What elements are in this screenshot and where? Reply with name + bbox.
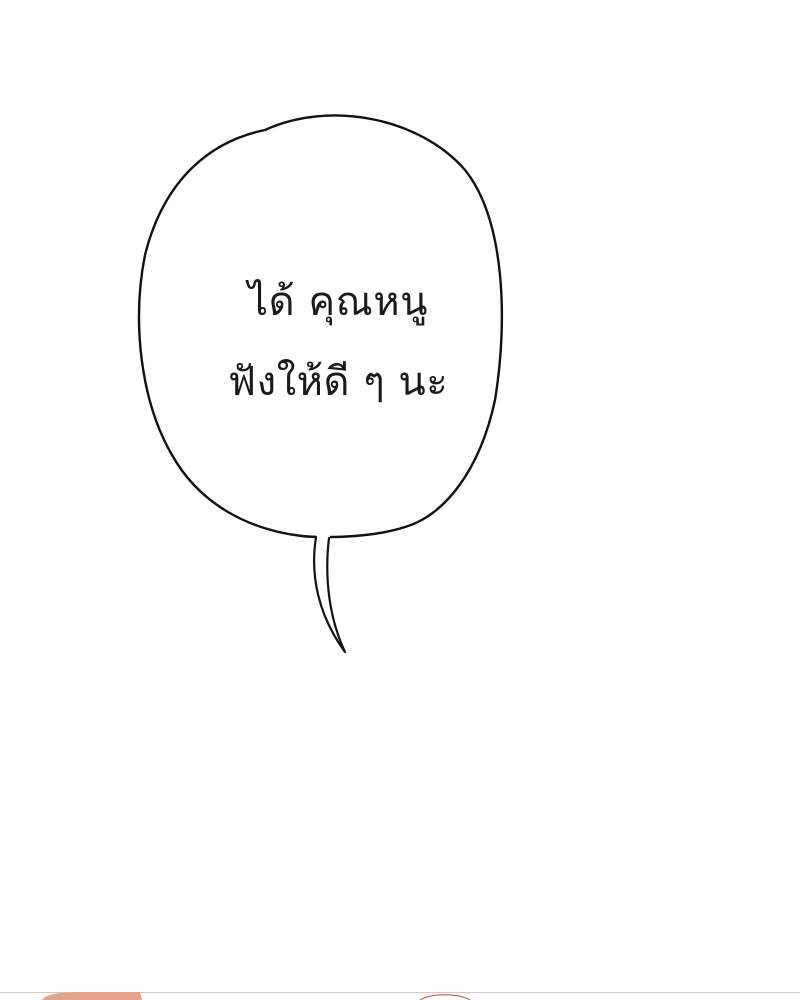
next-panel-detail [420, 995, 470, 1000]
speech-line-1: ได้ คุณหนู [248, 279, 428, 325]
speech-bubble-outline [139, 115, 502, 537]
speech-line-2: ฟังให้ดี ๆ นะ [227, 359, 449, 405]
speech-bubble-tail [314, 537, 345, 652]
next-panel-edge [0, 992, 800, 1000]
next-panel-figure [42, 992, 142, 1000]
